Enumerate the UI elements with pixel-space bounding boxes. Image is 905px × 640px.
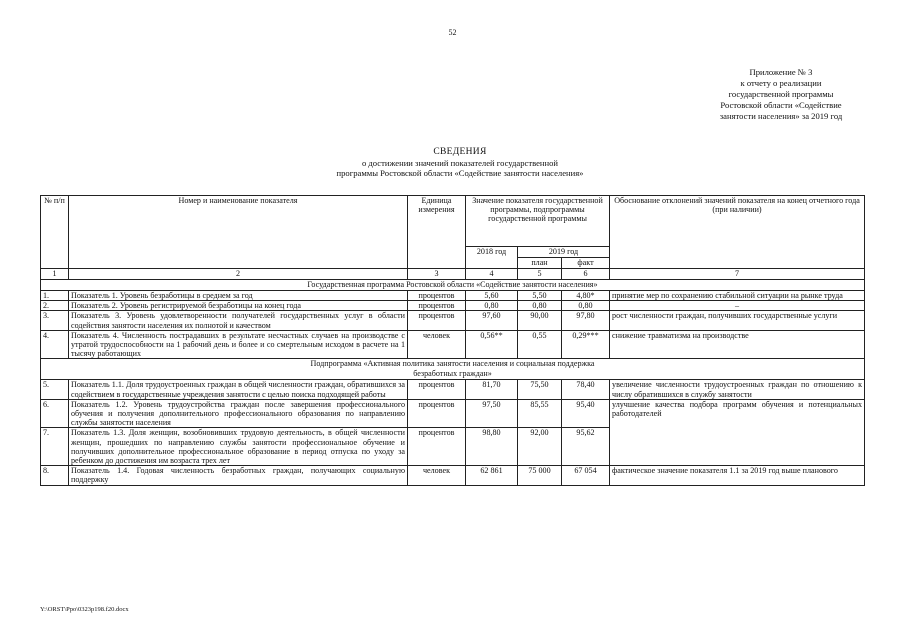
deviation-reason: снижение травматизма на производстве — [610, 330, 865, 359]
column-number: 2 — [69, 269, 408, 280]
deviation-reason: рост численности граждан, получивших государственные услуги — [610, 311, 865, 330]
value-fact: 97,80 — [562, 311, 610, 330]
indicator-unit: человек — [408, 330, 466, 359]
row-number: 8. — [41, 466, 69, 485]
value-plan: 5,50 — [518, 291, 562, 301]
table-row — [41, 466, 865, 485]
value-plan: 0,80 — [518, 301, 562, 311]
deviation-reason: улучшение качества подбора программ обучения и потенциальных работодателей — [610, 399, 865, 465]
table-row — [41, 380, 865, 399]
heading-line: программы Ростовской области «Содействие занятости населения» — [336, 168, 584, 178]
value-2018: 98,80 — [466, 428, 518, 466]
indicator-name: Показатель 4. Численность пострадавших в результате несчастных случаев на производстве с утратой трудоспособности на 1 рабочий день и более и со смертельным исходом в расчете на 1 тысячу работающих — [69, 330, 408, 359]
header-value: Значение показателя государственной программы, подпрограммы государственной программы — [466, 196, 610, 247]
row-number: 1. — [41, 291, 69, 301]
indicators-table — [40, 195, 865, 486]
value-2018: 81,70 — [466, 380, 518, 399]
column-number: 1 — [41, 269, 69, 280]
value-fact: 78,40 — [562, 380, 610, 399]
header-name: Номер и наименование показателя — [69, 196, 408, 269]
deviation-reason: фактическое значение показателя 1.1 за 2019 год выше планового — [610, 466, 865, 485]
appendix-line: Ростовской области «Содействие — [720, 100, 842, 110]
table-row — [41, 399, 865, 428]
indicator-name: Показатель 2. Уровень регистрируемой безработицы на конец года — [69, 301, 408, 311]
row-number: 5. — [41, 380, 69, 399]
header-reason: Обоснование отклонений значений показателя на конец отчетного года (при наличии) — [610, 196, 865, 269]
value-plan: 92,00 — [518, 428, 562, 466]
value-fact: 4,80* — [562, 291, 610, 301]
value-fact: 67 054 — [562, 466, 610, 485]
header-unit: Единица измерения — [408, 196, 466, 269]
value-fact: 95,62 — [562, 428, 610, 466]
deviation-reason: увеличение численности трудоустроенных граждан по отношению к числу обратившихся в службу занятости — [610, 380, 865, 399]
indicator-name: Показатель 1. Уровень безработицы в среднем за год — [69, 291, 408, 301]
section-heading: Подпрограмма «Активная политика занятости населения и социальная поддержка безработных граждан» — [41, 359, 865, 380]
heading-title: СВЕДЕНИЯ — [433, 147, 487, 157]
value-2018: 97,50 — [466, 399, 518, 428]
file-path-footer: Y:\ORST\Ppo\0323p198.f20.docx — [40, 606, 129, 613]
header-2018: 2018 год — [466, 247, 518, 269]
row-number: 3. — [41, 311, 69, 330]
indicator-name: Показатель 3. Уровень удовлетворенности получателей государственных услуг в области содействия занятости населения их полнотой и качеством — [69, 311, 408, 330]
header-fact: факт — [562, 258, 610, 269]
page-number: 52 — [448, 28, 457, 37]
table-row — [41, 291, 865, 301]
header-2019: 2019 год — [518, 247, 610, 258]
value-2018: 62 861 — [466, 466, 518, 485]
indicator-unit: процентов — [408, 301, 466, 311]
indicator-unit: человек — [408, 466, 466, 485]
deviation-reason: – — [610, 301, 865, 311]
indicator-name: Показатель 1.3. Доля женщин, возобновивших трудовую деятельность, в общей численности женщин, прошедших по направлению службы занятости профессиональное обучение и получивших дополнительное профессиональное образование в период отпуска по уходу за ребенком до достижения им возраста трех лет — [69, 428, 408, 466]
row-number: 6. — [41, 399, 69, 428]
value-2018: 0,56** — [466, 330, 518, 359]
value-plan: 85,55 — [518, 399, 562, 428]
deviation-reason: принятие мер по сохранению стабильной ситуации на рынке труда — [610, 291, 865, 301]
table-row — [41, 311, 865, 330]
appendix-note — [650, 67, 905, 122]
document-heading — [200, 147, 720, 179]
value-2018: 5,60 — [466, 291, 518, 301]
value-plan: 90,00 — [518, 311, 562, 330]
column-number: 4 — [466, 269, 518, 280]
appendix-line: занятости населения» за 2019 год — [719, 111, 843, 121]
value-fact: 0,80 — [562, 301, 610, 311]
value-fact: 95,40 — [562, 399, 610, 428]
indicator-unit: процентов — [408, 291, 466, 301]
value-2018: 0,80 — [466, 301, 518, 311]
indicator-name: Показатель 1.4. Годовая численность безработных граждан, получающих социальную поддержку — [69, 466, 408, 485]
value-plan: 0,55 — [518, 330, 562, 359]
appendix-line: к отчету о реализации — [740, 78, 822, 88]
value-plan: 75,50 — [518, 380, 562, 399]
value-plan: 75 000 — [518, 466, 562, 485]
column-number: 7 — [610, 269, 865, 280]
table-row — [41, 330, 865, 359]
section-heading: Государственная программа Ростовской области «Содействие занятости населения» — [41, 280, 865, 291]
indicator-name: Показатель 1.2. Уровень трудоустройства граждан после завершения профессионального обучения и получения дополнительного профессионального образования по направлению службы занятости населения — [69, 399, 408, 428]
indicator-unit: процентов — [408, 428, 466, 466]
row-number: 2. — [41, 301, 69, 311]
indicator-name: Показатель 1.1. Доля трудоустроенных граждан в общей численности граждан, обратившихся за содействием в государственные учреждения занятости с целью поиска подходящей работы — [69, 380, 408, 399]
appendix-line: государственной программы — [728, 89, 834, 99]
heading-line: о достижении значений показателей государственной — [361, 157, 559, 168]
column-number: 5 — [518, 269, 562, 280]
table-row — [41, 301, 865, 311]
column-number: 3 — [408, 269, 466, 280]
appendix-line: Приложение № 3 — [749, 67, 813, 77]
value-2018: 97,60 — [466, 311, 518, 330]
column-number: 6 — [562, 269, 610, 280]
value-fact: 0,29*** — [562, 330, 610, 359]
indicator-unit: процентов — [408, 380, 466, 399]
indicator-unit: процентов — [408, 399, 466, 428]
row-number: 4. — [41, 330, 69, 359]
header-num: № п/п — [41, 196, 69, 269]
header-plan: план — [518, 258, 562, 269]
indicator-unit: процентов — [408, 311, 466, 330]
row-number: 7. — [41, 428, 69, 466]
